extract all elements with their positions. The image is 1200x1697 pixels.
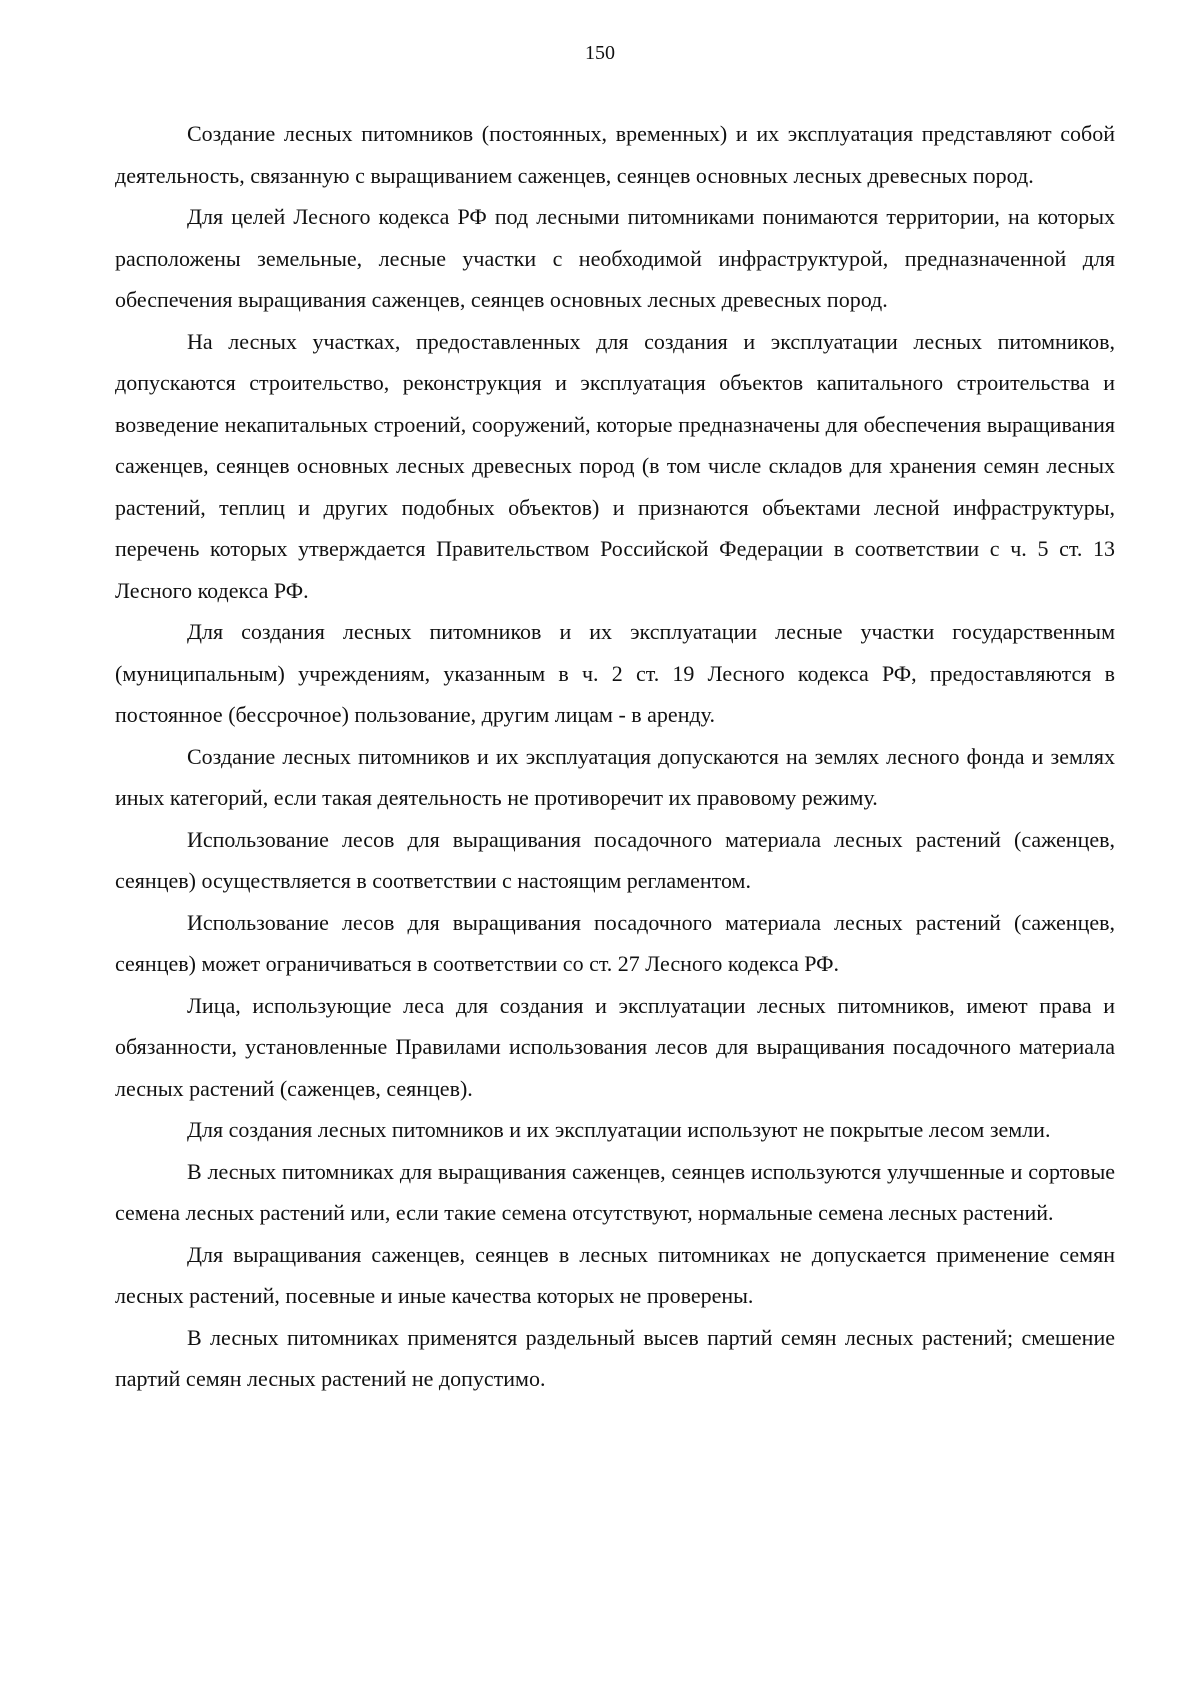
document-body	[115, 113, 1115, 1400]
paragraph: Для создания лесных питомников и их эксплуатации используют не покрытые лесом земли.	[187, 1117, 1051, 1142]
paragraph: Использование лесов для выращивания посадочного материала лесных растений (саженцев, сеянцев) осуществляется в соответствии с настоящим регламентом.	[115, 826, 1115, 893]
paragraph: В лесных питомниках применятся раздельный высев партий семян лесных растений; смешение партий семян лесных растений не допустимо.	[115, 1324, 1115, 1391]
paragraph: Для целей Лесного кодекса РФ под лесными питомниками понимаются территории, на которых расположены земельные, лесные участки с необходимой инфраструктурой, предназначенной для обеспечения выращивания саженцев, сеянцев основных лесных древесных пород.	[115, 204, 1115, 312]
paragraph: Создание лесных питомников (постоянных, временных) и их эксплуатация представляют собой деятельность, связанную с выращиванием саженцев, сеянцев основных лесных древесных пород.	[115, 121, 1115, 188]
page-number: 150	[585, 42, 615, 64]
paragraph: Создание лесных питомников и их эксплуатация допускаются на землях лесного фонда и землях иных категорий, если такая деятельность не противоречит их правовому режиму.	[115, 743, 1115, 810]
paragraph: Лица, использующие леса для создания и эксплуатации лесных питомников, имеют права и обязанности, установленные Правилами использования лесов для выращивания посадочного материала лесных растений (саженцев, сеянцев).	[115, 992, 1115, 1101]
paragraph: На лесных участках, предоставленных для создания и эксплуатации лесных питомников, допускаются строительство, реконструкция и эксплуатация объектов капитального строительства и возведение некапитальных строений, сооружений, которые предназначены для обеспечения выращивания саженцев, сеянцев основных лесных древесных пород (в том числе складов для хранения семян лесных растений, теплиц и других подобных объектов) и признаются объектами лесной инфраструктуры, перечень которых утверждается Правительством Российской Федерации в соответствии с ч. 5 ст. 13 Лесного кодекса РФ.	[115, 328, 1115, 603]
paragraph: В лесных питомниках для выращивания саженцев, сеянцев используются улучшенные и сортовые семена лесных растений или, если такие семена отсутствуют, нормальные семена лесных растений.	[115, 1158, 1115, 1225]
paragraph: Использование лесов для выращивания посадочного материала лесных растений (саженцев, сеянцев) может ограничиваться в соответствии со ст. 27 Лесного кодекса РФ.	[115, 909, 1115, 976]
paragraph: Для выращивания саженцев, сеянцев в лесных питомниках не допускается применение семян лесных растений, посевные и иные качества которых не проверены.	[115, 1241, 1115, 1308]
paragraph: Для создания лесных питомников и их эксплуатации лесные участки государственным (муниципальным) учреждениям, указанным в ч. 2 ст. 19 Лесного кодекса РФ, предоставляются в постоянное (бессрочное) пользование, другим лицам - в аренду.	[115, 619, 1115, 727]
